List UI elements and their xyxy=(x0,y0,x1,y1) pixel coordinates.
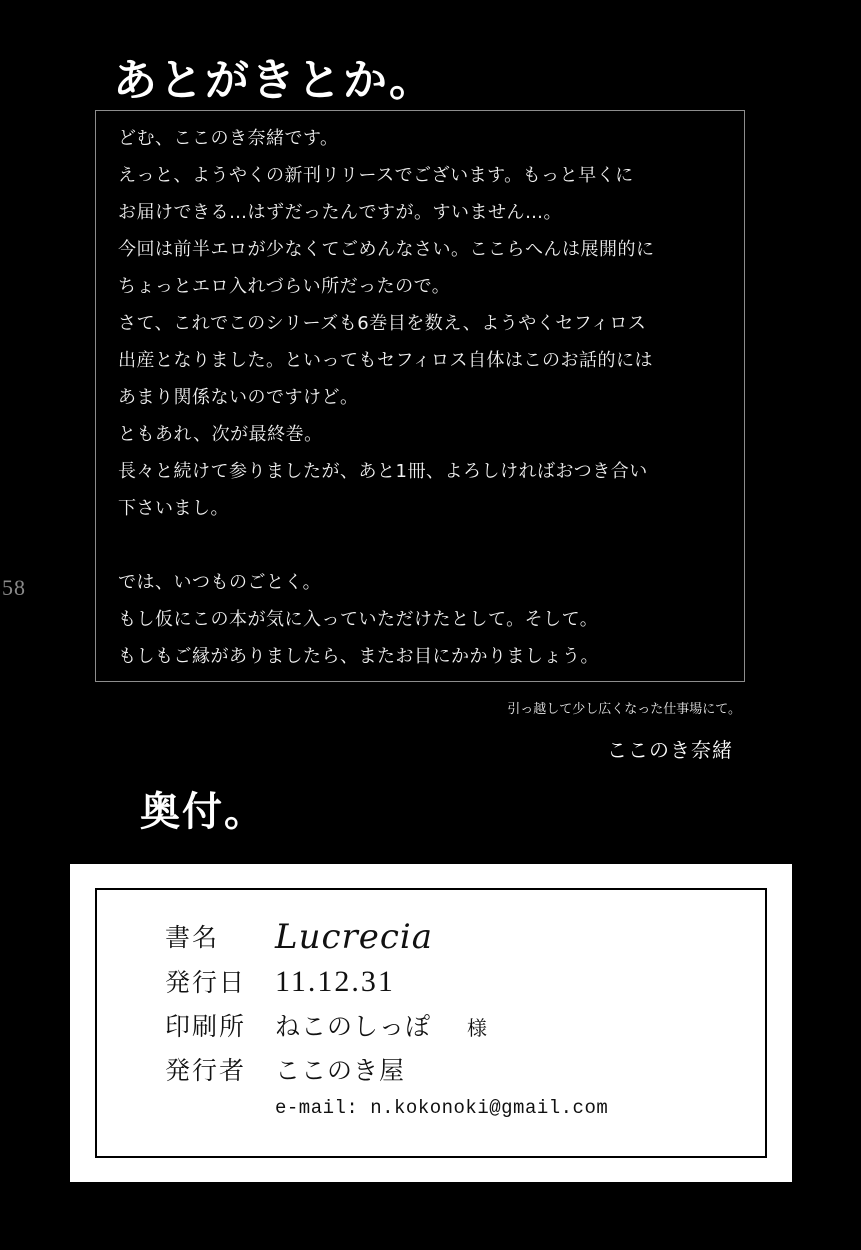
afterword-line-spacer xyxy=(118,527,743,564)
colophon-label-printer: 印刷所 xyxy=(165,1012,247,1041)
afterword-body xyxy=(118,120,743,675)
afterword-line: あまり関係ないのですけど。 xyxy=(118,387,359,408)
afterword-author-name: ここのき奈緒 xyxy=(607,738,733,762)
afterword-line: お届けできる…はずだったんですが。すいません…。 xyxy=(118,202,562,223)
colophon-label-publisher: 発行者 xyxy=(165,1056,247,1085)
colophon-label-title: 書名 xyxy=(165,923,220,952)
colophon-printer-honorific: 様 xyxy=(467,1016,488,1040)
afterword-line: 出産となりました。といってもセフィロス自体はこのお話的には xyxy=(118,350,654,371)
afterword-line: ともあれ、次が最終巻。 xyxy=(118,424,323,445)
colophon-row-printer xyxy=(165,1007,725,1043)
afterword-line: もしもご縁がありましたら、またお目にかかりましょう。 xyxy=(118,646,599,667)
colophon-heading: 奥付。 xyxy=(140,789,266,835)
colophon-email: e-mail: n.kokonoki@gmail.com xyxy=(275,1097,609,1119)
afterword-line: もし仮にこの本が気に入っていただけたとして。そして。 xyxy=(118,609,599,630)
afterword-line: では、いつものごとく。 xyxy=(118,572,322,593)
colophon-value-publisher: ここのき屋 xyxy=(275,1056,406,1085)
afterword-heading: あとがきとか。 xyxy=(113,55,435,106)
colophon-value-date: 11.12.31 xyxy=(275,965,395,998)
colophon-row-date xyxy=(165,963,725,999)
afterword-line: 下さいまし。 xyxy=(118,498,229,519)
afterword-signoff-note: 引っ越して少し広くなった仕事場にて。 xyxy=(507,702,741,717)
colophon-row-title xyxy=(165,915,725,955)
colophon-value-printer: ねこのしっぽ xyxy=(275,1012,432,1041)
afterword-line: 長々と続けて参りましたが、あと1冊、よろしければおつき合い xyxy=(118,461,648,482)
page-number: 58 xyxy=(2,575,26,600)
colophon-value-title: Lucrecia xyxy=(275,917,434,957)
afterword-line: どむ、ここのき奈緒です。 xyxy=(118,128,339,149)
afterword-line: 今回は前半エロが少なくてごめんなさい。ここらへんは展開的に xyxy=(118,239,655,260)
afterword-line: えっと、ようやくの新刊リリースでございます。もっと早くに xyxy=(118,165,634,186)
colophon-label-date: 発行日 xyxy=(165,968,247,997)
afterword-line: さて、これでこのシリーズも6巻目を数え、ようやくセフィロス xyxy=(118,313,647,334)
colophon-row-publisher xyxy=(165,1051,725,1087)
afterword-line: ちょっとエロ入れづらい所だったので。 xyxy=(118,276,451,297)
colophon-rows xyxy=(165,915,725,1119)
